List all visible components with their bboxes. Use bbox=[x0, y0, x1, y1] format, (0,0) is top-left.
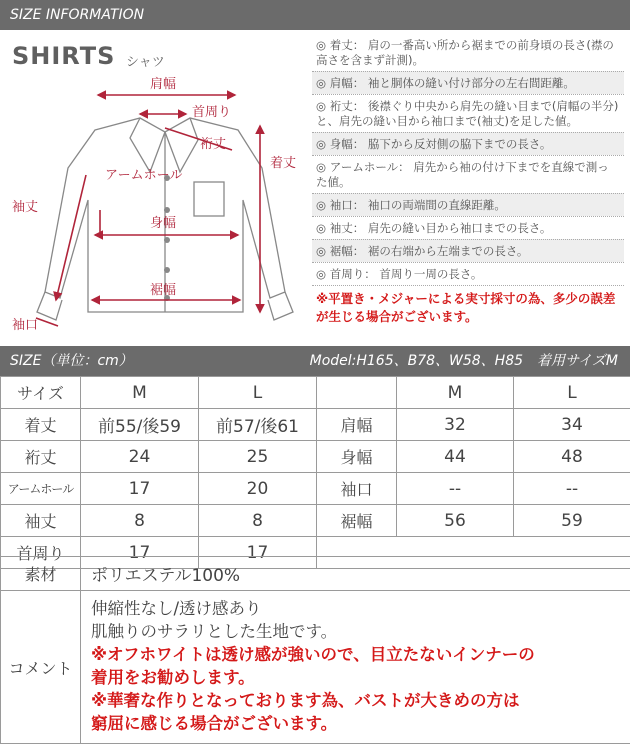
desc-armhole: ◎ アームホール： 肩先から袖の付け下までを直線で測った値。 bbox=[312, 155, 624, 193]
cell-l: -- bbox=[514, 473, 630, 505]
size-table bbox=[0, 376, 630, 569]
comment-warning-line: 窮屈に感じる場合がございます。 bbox=[91, 714, 338, 733]
cell-l: 17 bbox=[199, 537, 317, 569]
comment-row bbox=[1, 591, 630, 744]
label-sodeguchi: 袖口 bbox=[12, 318, 39, 333]
size-m-header: M bbox=[81, 377, 199, 409]
cell-m: -- bbox=[397, 473, 514, 505]
cell-l: 20 bbox=[199, 473, 317, 505]
cell-m: 24 bbox=[81, 441, 199, 473]
cell-m: 56 bbox=[397, 505, 514, 537]
comment-line: 伸縮性なし/透け感あり bbox=[91, 599, 262, 618]
size-information-header bbox=[0, 0, 630, 30]
comment-line: 肌触りのサラリとした生地です。 bbox=[91, 622, 338, 641]
comment-warning-line: ※オフホワイトは透け感が強いので、目立たないインナーの bbox=[91, 645, 535, 664]
label-sodetake: 袖丈 bbox=[12, 200, 39, 215]
size-unit-label: SIZE（単位：cm） bbox=[10, 353, 133, 369]
label-susohaba: 裾幅 bbox=[150, 283, 177, 298]
table-row bbox=[1, 473, 630, 505]
desc-katahaba: ◎ 肩幅： 袖と胴体の縫い付け部分の左右間距離。 bbox=[312, 71, 624, 94]
row-label: 袖口 bbox=[317, 473, 397, 505]
desc-kubimawari: ◎ 首周り： 首周り一周の長さ。 bbox=[312, 262, 624, 285]
table-row bbox=[1, 505, 630, 537]
material-label: 素材 bbox=[1, 557, 81, 591]
table-row bbox=[1, 377, 630, 409]
size-table-header bbox=[0, 346, 630, 376]
label-yukitake: 裄丈 bbox=[200, 137, 227, 152]
table-row bbox=[1, 409, 630, 441]
desc-sodeguchi: ◎ 袖口： 袖口の両端間の直線距離。 bbox=[312, 193, 624, 216]
row-label: 裾幅 bbox=[317, 505, 397, 537]
desc-sodetake: ◎ 袖丈： 肩先の縫い目から袖口までの長さ。 bbox=[312, 216, 624, 239]
cell-l: 前57/後61 bbox=[199, 409, 317, 441]
desc-mihaba: ◎ 身幅： 脇下から反対側の脇下までの長さ。 bbox=[312, 132, 624, 155]
desc-yukitake: ◎ 裄丈： 後襟ぐり中央から肩先の縫い目まで(肩幅の半分)と、肩先の縫い目から袖口まで(袖丈)を足した値。 bbox=[312, 94, 624, 132]
shirts-title: SHIRTS bbox=[12, 42, 116, 70]
label-mihaba: 身幅 bbox=[150, 216, 177, 231]
shirt-diagram bbox=[0, 30, 315, 346]
cell-m: 17 bbox=[81, 537, 199, 569]
label-katahaba: 肩幅 bbox=[150, 77, 177, 92]
measurement-note: ※平置き・メジャーによる実寸採寸の為、多少の誤差が生じる場合がございます。 bbox=[312, 285, 624, 330]
size-l-header-right: L bbox=[514, 377, 630, 409]
comment-text bbox=[81, 591, 630, 743]
label-armhole: アームホール bbox=[105, 168, 183, 183]
cell-l: 59 bbox=[514, 505, 630, 537]
label-kubimawari: 首周り bbox=[192, 105, 232, 120]
material-value: ポリエステル100% bbox=[81, 557, 630, 591]
size-header-blank bbox=[317, 377, 397, 409]
model-info: Model:H165、B78、W58、H85 着用サイズM bbox=[309, 353, 618, 369]
row-label: 裄丈 bbox=[1, 441, 81, 473]
desc-susohaba: ◎ 裾幅： 裾の右端から左端までの長さ。 bbox=[312, 239, 624, 262]
material-row bbox=[1, 557, 630, 591]
row-label: 肩幅 bbox=[317, 409, 397, 441]
cell-m: 前55/後59 bbox=[81, 409, 199, 441]
product-details-table bbox=[0, 556, 630, 744]
row-label: 袖丈 bbox=[1, 505, 81, 537]
table-row bbox=[1, 441, 630, 473]
row-label: 首周り bbox=[1, 537, 81, 569]
row-label: 身幅 bbox=[317, 441, 397, 473]
cell-l: 25 bbox=[199, 441, 317, 473]
measurement-descriptions bbox=[312, 34, 624, 330]
header-title: SIZE INFORMATION bbox=[10, 7, 145, 23]
comment-label: コメント bbox=[1, 591, 81, 744]
cell-m: 8 bbox=[81, 505, 199, 537]
desc-kitake: ◎ 着丈： 肩の一番高い所から裾までの前身頃の長さ(襟の高さを含まず計測)。 bbox=[316, 38, 614, 67]
cell-l: 34 bbox=[514, 409, 630, 441]
comment-warning-line: ※華奢な作りとなっております為、バストが大きめの方は bbox=[91, 691, 520, 710]
size-l-header: L bbox=[199, 377, 317, 409]
cell-m: 32 bbox=[397, 409, 514, 441]
shirts-subtitle: シャツ bbox=[126, 55, 165, 70]
size-header-label: サイズ bbox=[1, 377, 81, 409]
row-label: アームホール bbox=[1, 473, 81, 505]
comment-warning-line: 着用をお勧めします。 bbox=[91, 668, 255, 687]
label-kitake: 着丈 bbox=[270, 156, 297, 171]
size-m-header-right: M bbox=[397, 377, 514, 409]
cell-l: 8 bbox=[199, 505, 317, 537]
cell-m: 17 bbox=[81, 473, 199, 505]
measure-lines bbox=[36, 95, 260, 326]
row-label: 着丈 bbox=[1, 409, 81, 441]
cell-l: 48 bbox=[514, 441, 630, 473]
cell-m: 44 bbox=[397, 441, 514, 473]
